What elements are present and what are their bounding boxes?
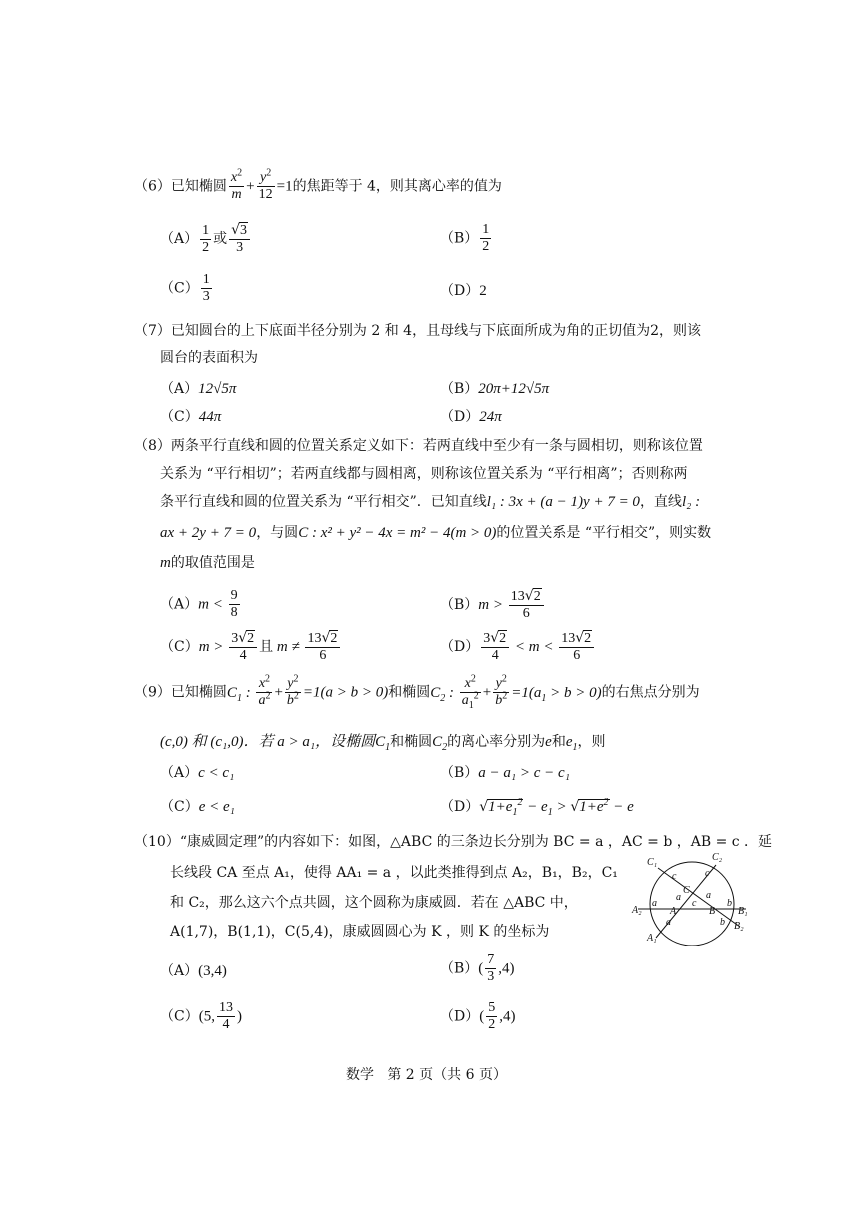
q6-option-b: （B） $\frac{1}{2}$ (440, 222, 490, 254)
q8-option-a: （A）m < $\frac{9}{8}$ (160, 588, 238, 620)
conway-circle-figure (628, 848, 752, 946)
fig-label: c (672, 871, 677, 882)
q6-option-d: （D）2 (440, 283, 487, 299)
q6-eq-rhs: =1 (276, 178, 293, 195)
q6-number: （6） (134, 178, 171, 195)
page-footer: 数学 第 2 页（共 6 页） (346, 1067, 507, 1083)
q6-option-c: （C） $\frac{1}{3}$ (160, 272, 210, 304)
q8-line2: 关系为 “平行相切”；若两直线都与圆相离，则称该位置关系为 “平行相离”；否则称两 (160, 466, 688, 482)
q7-option-c: （C）44π (160, 409, 222, 425)
q9-option-d: $(D)√1+e_1^2 - e_1 > √1+e^2 - e$ (440, 797, 634, 818)
q10-option-d: （D）( $\frac{5}{2}$ ,4) (440, 1000, 516, 1032)
fig-label: a (706, 890, 711, 901)
q6-text: 已知椭圆 (170, 178, 227, 195)
q6-option-a: （A） $\frac{1}{2}$ 或 $\frac{√3}{3}$ (160, 222, 252, 256)
fig-label: c (705, 868, 710, 879)
q6-tail: 的焦距等于 4，则其离心率的值为 (292, 178, 502, 195)
fig-label: B₂ (734, 921, 744, 932)
fig-label: a (652, 898, 657, 909)
fraction-y2-over-12: $\frac{y^2}{12}$ (258, 167, 273, 202)
fig-label: c (692, 898, 697, 909)
fig-label: B (709, 906, 716, 917)
q10-option-b: （B）( $\frac{7}{3}$ ,4) (440, 952, 515, 984)
fig-label: b (727, 898, 732, 909)
q9-option-c: （C）e < e₁ (160, 799, 235, 815)
fig-label: B₁ (738, 906, 748, 917)
fig-label: C (683, 885, 690, 896)
fig-label: C₁ (647, 857, 658, 868)
fraction-x2-over-m: $\frac{x^2}{m}$ (230, 167, 243, 202)
q7-option-a: （A）12√5π (160, 381, 237, 397)
fig-label: a (676, 892, 681, 903)
q9-option-b: （B）a − a₁ > c − c₁ (440, 765, 570, 781)
q9-line1: （9）已知椭圆$C_1$ : $\frac{x^2}{a^2}$ + $\frac{y^2}{b^2}$ =1(a > b > 0)和椭圆$C_2$ : $\frac{x^2}{a_1^2}$ + $\frac{y^2}{b^2}$ $=1(a_1 > b > 0)$的右焦点分别为 (134, 673, 700, 711)
fig-label: A (670, 906, 677, 917)
q9-line2: (c,0) 和 (c₁,0)．若 a > a₁，设椭圆$C_1$和椭圆$C_2$的离心率分别为e和$e_1$，则 (160, 734, 606, 753)
q10-line3: 和 C₂，那么这六个点共圆，这个圆称为康威圆．若在 △ABC 中， (170, 895, 578, 911)
fig-label: b (720, 917, 725, 928)
q8-option-c: （C）m > $\frac{3√2}{4}$ 且 m ≠ $\frac{13√2}{6}$ (160, 630, 342, 664)
q10-line1: （10）“康威圆定理”的内容如下：如图，△ABC 的三条边长分别为 BC = a ，AC = b ，AB = c ．延 (134, 834, 773, 850)
q7-line2: 圆台的表面积为 (160, 350, 258, 366)
q8-line5: m的取值范围是 (160, 555, 255, 571)
q8-line3: 条平行直线和圆的位置关系为 “平行相交”．已知直线l₁ : 3x + (a − 1)y + 7 = 0，直线l₂ : (160, 494, 701, 510)
q6-stem: （6）已知椭圆 $\frac{x^2}{m}$ + $\frac{y^2}{12}$ =1的焦距等于 4，则其离心率的值为 (134, 167, 502, 202)
q7-option-b: （B）20π+12√5π (440, 381, 550, 397)
fig-label: C₂ (712, 852, 723, 863)
fig-label: A₂ (632, 905, 642, 916)
fig-label: A₁ (647, 933, 657, 944)
q7-option-d: （D）24π (440, 409, 502, 425)
q8-line4: ax + 2y + 7 = 0，与圆C : x² + y² − 4x = m² − 4(m > 0)的位置关系是 “平行相交”，则实数 (160, 525, 712, 541)
q8-option-d: （D） $\frac{3√2}{4}$ < m < $\frac{13√2}{6}$ (440, 630, 596, 664)
q9-option-a: （A）c < c₁ (160, 765, 235, 781)
q8-line1: （8）两条平行直线和圆的位置关系定义如下：若两直线中至少有一条与圆相切，则称该位置 (134, 438, 703, 454)
q10-option-a: （A）(3,4) (160, 963, 227, 979)
q8-option-b: （B）m > $\frac{13√2}{6}$ (440, 588, 546, 622)
q10-line4: A(1,7)，B(1,1)，C(5,4)，康威圆圆心为 K ，则 K 的坐标为 (170, 924, 550, 940)
q7-line1: （7）已知圆台的上下底面半径分别为 2 和 4，且母线与下底面所成为角的正切值为2，则该 (134, 323, 701, 339)
q10-option-c: （C）(5, $\frac{13}{4}$ ) (160, 1000, 242, 1032)
fig-label: a (666, 917, 671, 928)
q10-line2: 长线段 CA 至点 A₁，使得 AA₁ = a ，以此类推得到点 A₂，B₁，B₂，C₁ (170, 865, 618, 881)
